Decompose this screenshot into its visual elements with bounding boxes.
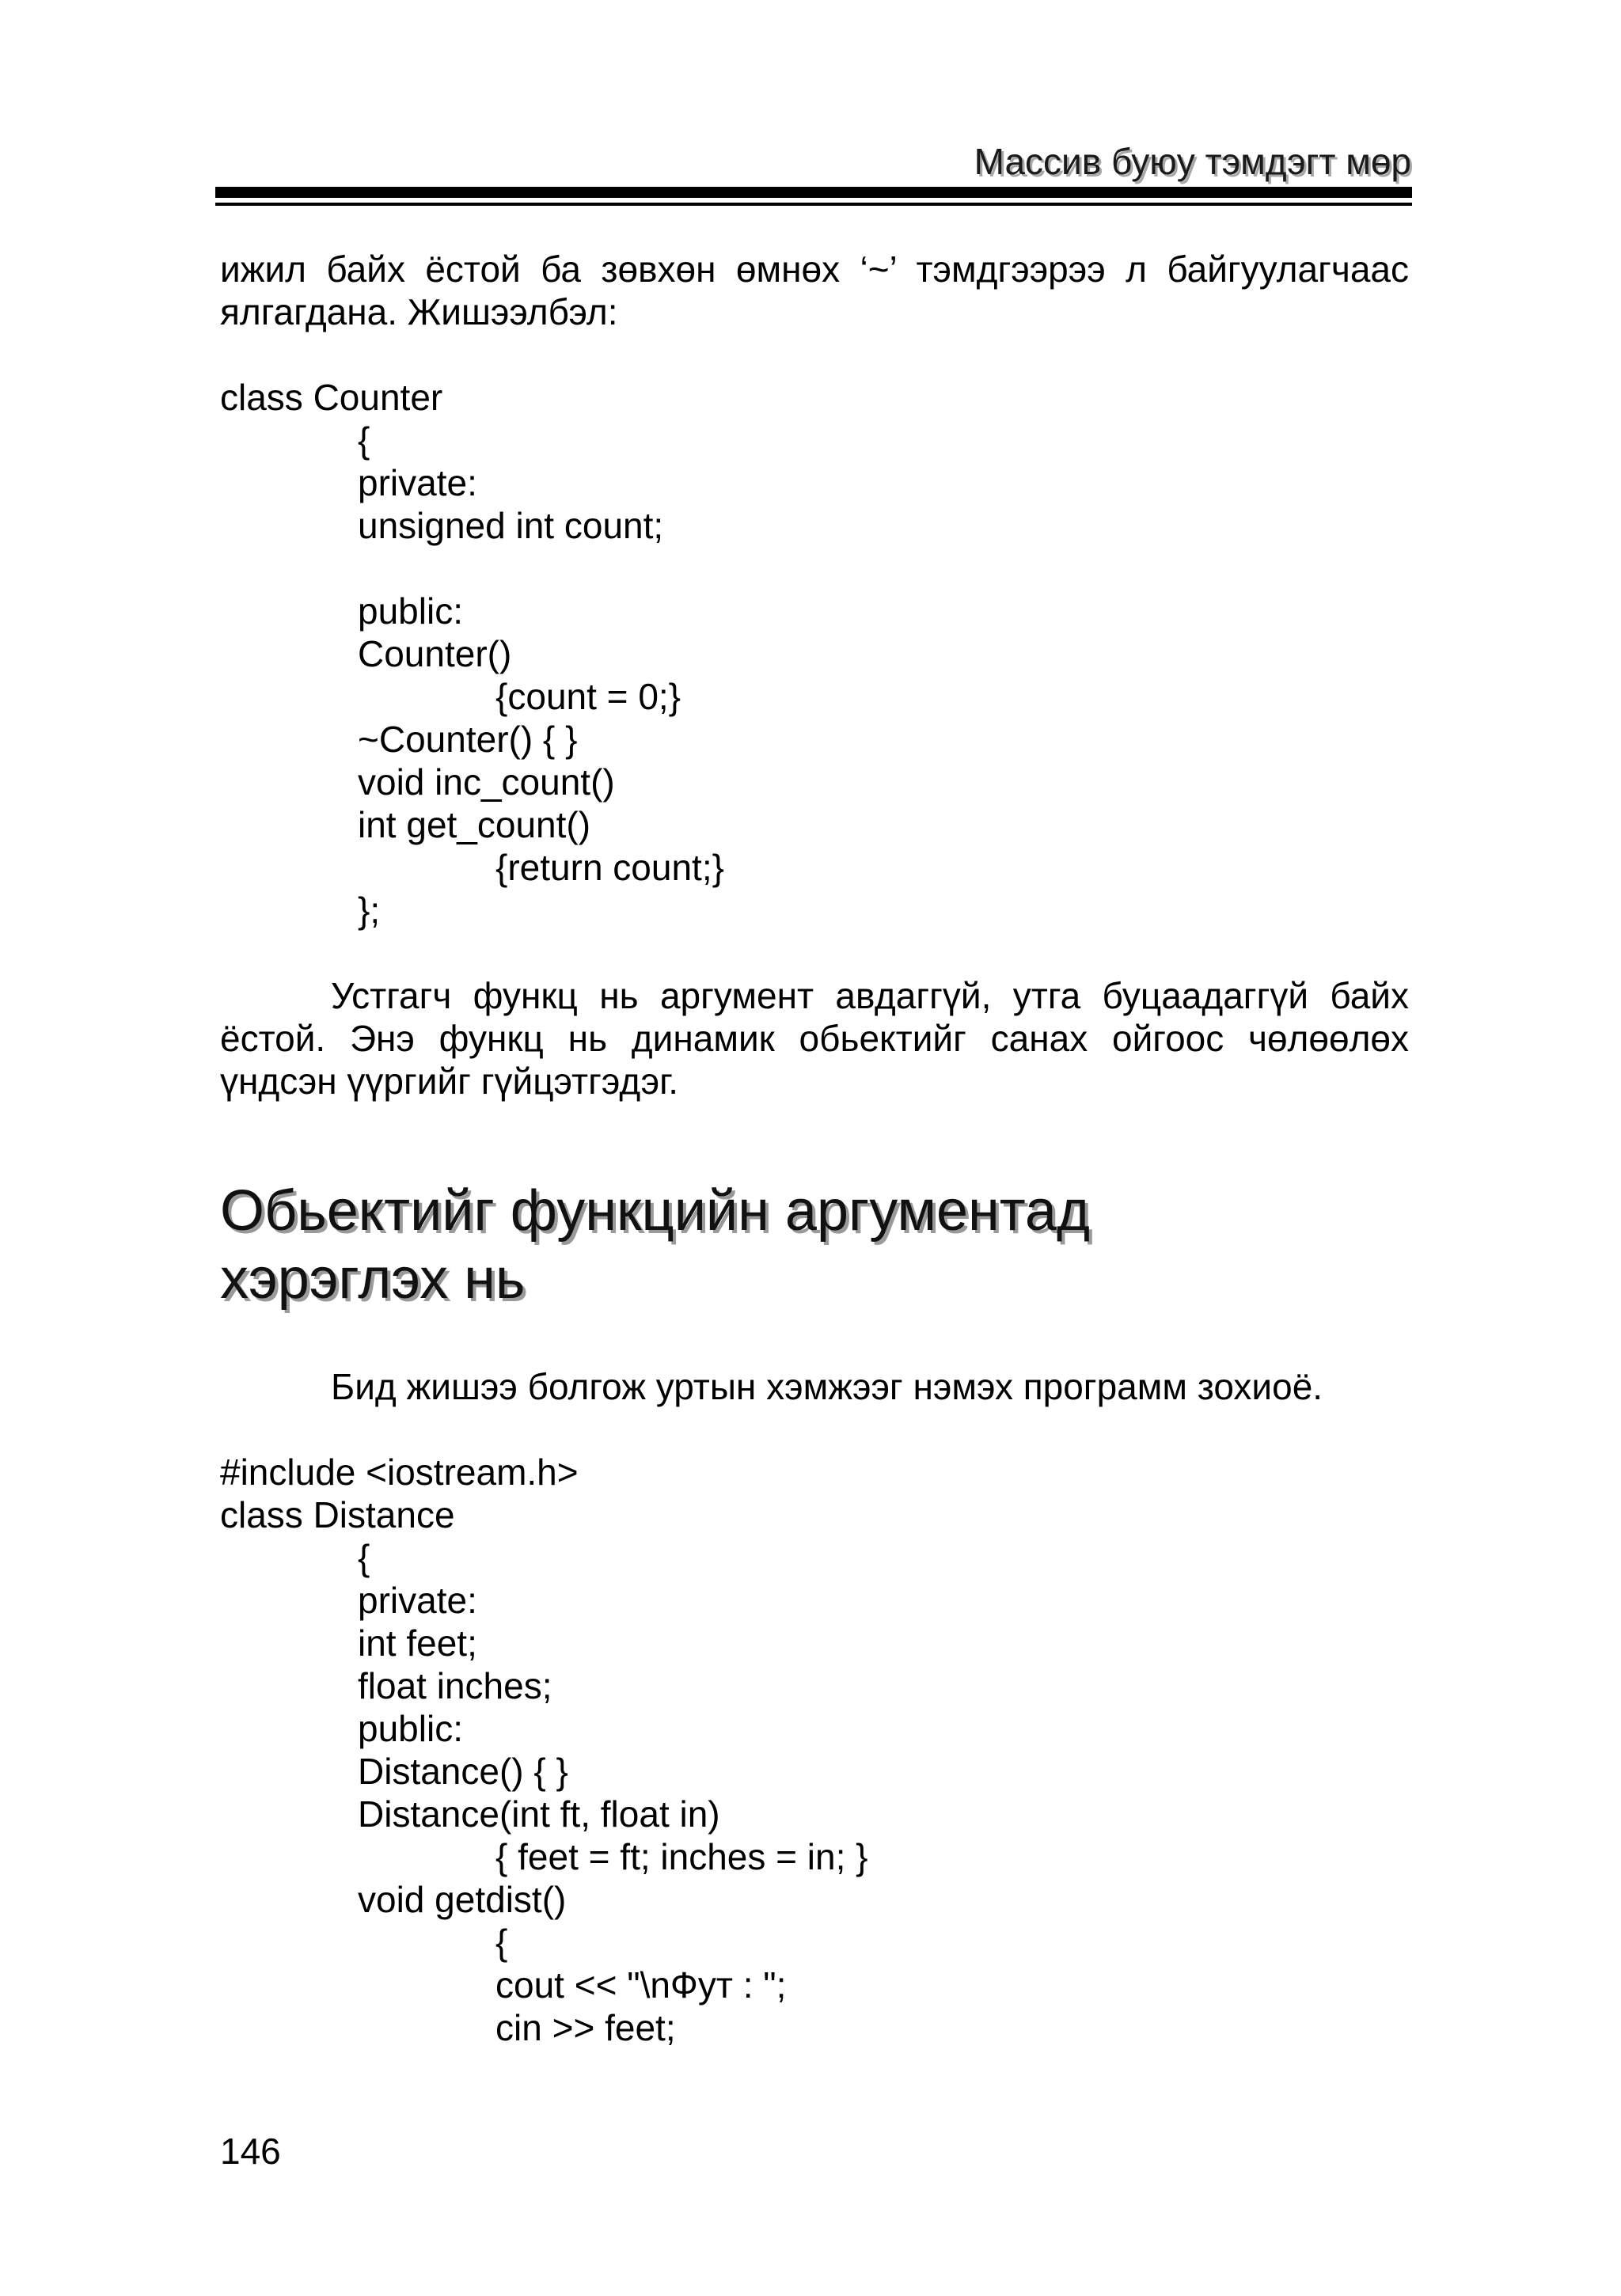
code-line: void inc_count() — [358, 761, 615, 803]
running-header: Массив буюу тэмдэгт мөр — [974, 141, 1411, 182]
spacer — [220, 333, 1409, 376]
code-line: { — [495, 1922, 508, 1963]
code-line: {count = 0;} — [495, 676, 681, 717]
intro-paragraph: ижил байх ёстой ба зөвхөн өмнөх ‘~’ тэмдгээрээ л байгуулагчаас ялгагдана. Жишээлбэл: — [220, 249, 1409, 332]
spacer — [220, 1408, 1409, 1451]
page-number: 146 — [220, 2131, 281, 2172]
code-line: Distance() { } — [358, 1751, 568, 1792]
spacer — [220, 1313, 1409, 1365]
section-heading-line-1: Обьектийг функцийн аргументад — [220, 1179, 1090, 1243]
code-line: {return count;} — [495, 847, 724, 888]
code-line: ~Counter() { } — [358, 719, 578, 760]
header-rule-thin — [215, 203, 1412, 206]
code-line: #include <iostream.h> — [220, 1452, 579, 1493]
section-heading-line-2: хэрэглэх нь — [220, 1247, 526, 1311]
code-line: Distance(int ft, float in) — [358, 1793, 720, 1835]
code-line: class Distance — [220, 1494, 455, 1535]
code-line: void getdist() — [358, 1879, 567, 1920]
code-line: { — [358, 1537, 370, 1578]
page-content — [220, 248, 1409, 2049]
code-line: private: — [358, 462, 477, 503]
code-line: unsigned int count; — [358, 505, 664, 546]
code-line: { — [358, 419, 370, 461]
code-line: private: — [358, 1580, 477, 1621]
code-line: int get_count() — [358, 804, 591, 845]
code-line: { feet = ft; inches = in; } — [495, 1836, 868, 1877]
code-block-distance — [220, 1451, 1409, 2049]
spacer — [220, 932, 1409, 974]
code-line: }; — [358, 890, 381, 931]
spacer — [220, 1102, 1409, 1177]
header-rule-thick — [215, 187, 1412, 198]
code-line: Counter() — [358, 633, 512, 674]
code-line: public: — [358, 590, 463, 632]
destructor-paragraph: Устгагч функц нь аргумент авдаггүй, утга буцаадаггүй байх ёстой. Энэ функц нь динамик обьектийг санах ойгоос чөлөөлөх үндсэн үүргийг гүйцэтгэдэг. — [220, 975, 1409, 1102]
code-line: cout << "\nФут : "; — [495, 1964, 787, 2006]
code-line: public: — [358, 1708, 463, 1749]
example-paragraph: Бид жишээ болгож уртын хэмжээг нэмэх программ зохиоё. — [331, 1366, 1323, 1407]
code-line: cin >> feet; — [495, 2007, 676, 2048]
code-line — [220, 547, 1409, 590]
code-line: float inches; — [358, 1665, 552, 1706]
code-block-counter — [220, 376, 1409, 932]
code-line: class Counter — [220, 377, 443, 418]
code-line: int feet; — [358, 1622, 477, 1664]
